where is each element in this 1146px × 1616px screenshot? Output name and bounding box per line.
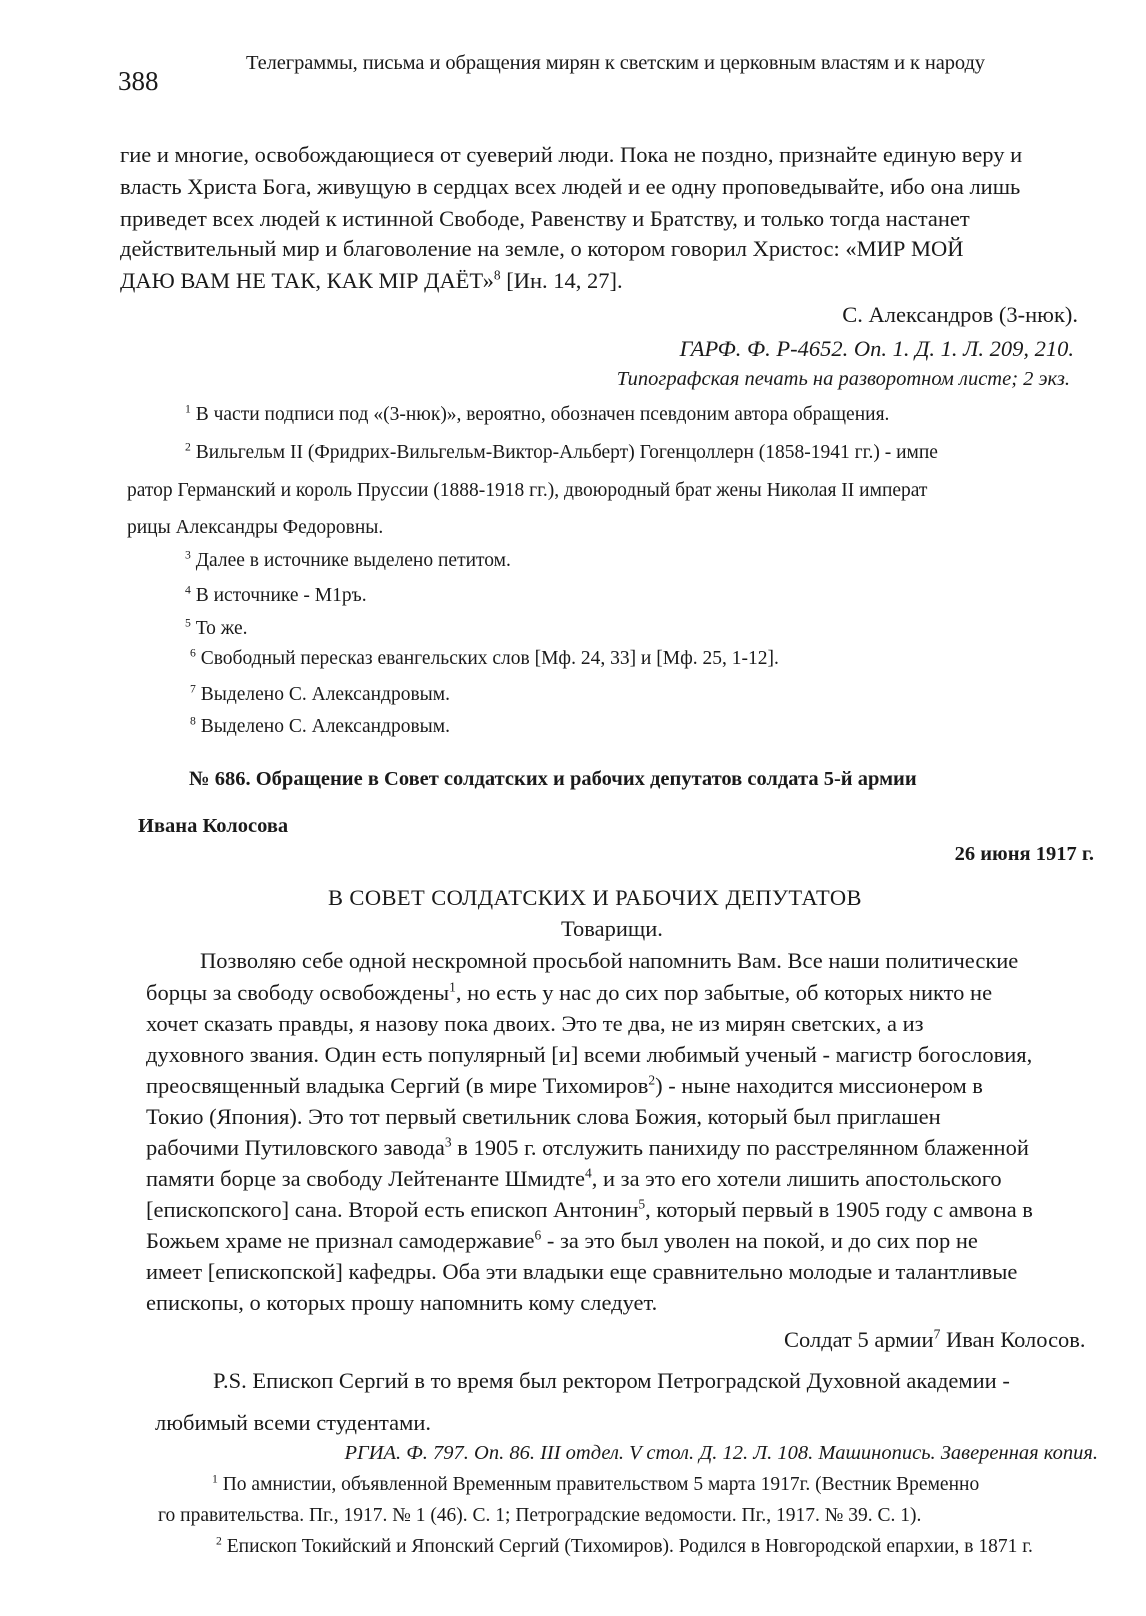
- text-line: действительный мир и благоволение на земле, о котором говорил Христос: «МИР МОЙ: [120, 236, 964, 261]
- footnote-ref: 5: [638, 1196, 646, 1212]
- footnote: $^1$ В части подписи под «(3-нюк)», вероятно, обозначен псевдоним автора обращения.: [185, 402, 890, 425]
- document-title-cont: Ивана Колосова: [138, 815, 289, 837]
- footnote-ref: 8: [493, 267, 501, 283]
- footnote-cont: рицы Александры Федоровны.: [127, 517, 384, 538]
- postscript: P.S. Епископ Сергий в то время был ректором Петроградской Духовной академии -: [213, 1368, 1010, 1393]
- archive-reference: РГИА. Ф. 797. Оп. 86. III отдел. V стол. Д. 12. Л. 108. Машинопись. Заверенная копия.: [344, 1442, 1098, 1464]
- text-line: духовного звания. Один есть популярный [и] всеми любимый ученый - магистр богословия,: [146, 1042, 1033, 1067]
- text-line: преосвященный владыка Сергий (в мире Тихомиров$^2$) - ныне находится миссионером в: [146, 1072, 983, 1098]
- footnote: $^5$ То же.: [185, 616, 248, 639]
- footnote: $^6$ Свободный пересказ евангельских слов [Мф. 24, 33] и [Мф. 25, 1-12].: [190, 646, 779, 669]
- archive-reference: ГАРФ. Ф. Р-4652. Оп. 1. Д. 1. Л. 209, 210.: [679, 336, 1074, 361]
- document-title: № 686. Обращение в Совет солдатских и рабочих депутатов солдата 5-й армии: [189, 768, 917, 790]
- footnote: $^3$ Далее в источнике выделено петитом.: [185, 548, 511, 571]
- footnote-ref: 2: [648, 1072, 656, 1088]
- footnote-ref: 1: [449, 979, 456, 995]
- footnote-ref: 3: [444, 1134, 452, 1150]
- footnote-ref: 7: [933, 1326, 941, 1342]
- print-note: Типографская печать на разворотном листе; 2 экз.: [616, 368, 1070, 390]
- text-line: Токио (Япония). Это тот первый светильник слова Божия, который был приглашен: [146, 1104, 941, 1129]
- footnote: $^7$ Выделено С. Александровым.: [190, 682, 450, 705]
- text-line: Позволяю себе одной нескромной просьбой напомнить Вам. Все наши политические: [200, 948, 1019, 973]
- text-line: епископы, о которых прошу напомнить кому следует.: [146, 1290, 658, 1315]
- footnote: $^1$ По амнистии, объявленной Временным правительством 5 марта 1917г. (Вестник Временно: [212, 1472, 980, 1495]
- footnote: $^8$ Выделено С. Александровым.: [190, 714, 450, 737]
- text-line: имеет [епископской] кафедры. Оба эти владыки еще сравнительно молодые и талантливые: [146, 1259, 1018, 1284]
- page-number: 388: [118, 66, 159, 96]
- addressee: В СОВЕТ СОЛДАТСКИХ И РАБОЧИХ ДЕПУТАТОВ: [328, 885, 862, 910]
- postscript-cont: любимый всеми студентами.: [155, 1410, 432, 1435]
- text-line: хочет сказать правды, я назову пока двоих. Это те два, не из мирян светских, а из: [146, 1011, 924, 1036]
- text-line: [епископского] сана. Второй есть епископ Антонин$^5$, который первый в 1905 году с амвона в: [146, 1196, 1033, 1222]
- footnote: $^4$ В источнике - М1ръ.: [185, 583, 367, 606]
- footnote: $^2$ Вильгельм II (Фридрих-Вильгельм-Виктор-Альберт) Гогенцоллерн (1858-1941 гг.) - импе: [185, 440, 938, 463]
- text-line: борцы за свободу освобождены$^1$, но есть у нас до сих пор забытые, об которых никто не: [146, 979, 993, 1005]
- footnote: $^2$ Епископ Токийский и Японский Сергий (Тихомиров). Родился в Новгородской епархии, в 1871 г.: [216, 1534, 1033, 1557]
- footnote-cont: го правительства. Пг., 1917. № 1 (46). С. 1; Петроградские ведомости. Пг., 1917. № 39. С. 1).: [158, 1505, 922, 1526]
- text-line: ДАЮ ВАМ НЕ ТАК, КАК МIР ДАЁТ»$^8$ [Ин. 14, 27].: [120, 267, 623, 293]
- letter-signature: Солдат 5 армии$^7$ Иван Колосов.: [784, 1326, 1086, 1352]
- text-line: приведет всех людей к истинной Свободе, Равенству и Братству, и только тогда настанет: [120, 206, 970, 231]
- running-header: Телеграммы, письма и обращения мирян к светским и церковным властям и к народу: [246, 52, 985, 74]
- text-line: власть Христа Бога, живущую в сердцах всех людей и ее одну проповедывайте, ибо она лишь: [120, 174, 1021, 199]
- signature: С. Александров (3-нюк).: [842, 302, 1078, 327]
- footnote-cont: ратор Германский и король Пруссии (1888-1918 гг.), двоюродный брат жены Николая II императ: [127, 480, 928, 501]
- footnote-ref: 6: [534, 1227, 542, 1243]
- text-line: Божьем храме не признал самодержавие$^6$ - за это был уволен на покой, и до сих пор не: [146, 1227, 978, 1253]
- document-date: 26 июня 1917 г.: [954, 843, 1094, 865]
- text-line: памяти борце за свободу Лейтенанте Шмидте$^4$, и за это его хотели лишить апостольского: [146, 1165, 1002, 1191]
- text-line: гие и многие, освобождающиеся от суеверий люди. Пока не поздно, признайте единую веру и: [120, 142, 1023, 167]
- text-line: рабочими Путиловского завода$^3$ в 1905 г. отслужить панихиду по расстрелянном блаженной: [146, 1134, 1029, 1160]
- salutation: Товарищи.: [561, 916, 663, 941]
- footnote-ref: 4: [585, 1165, 592, 1181]
